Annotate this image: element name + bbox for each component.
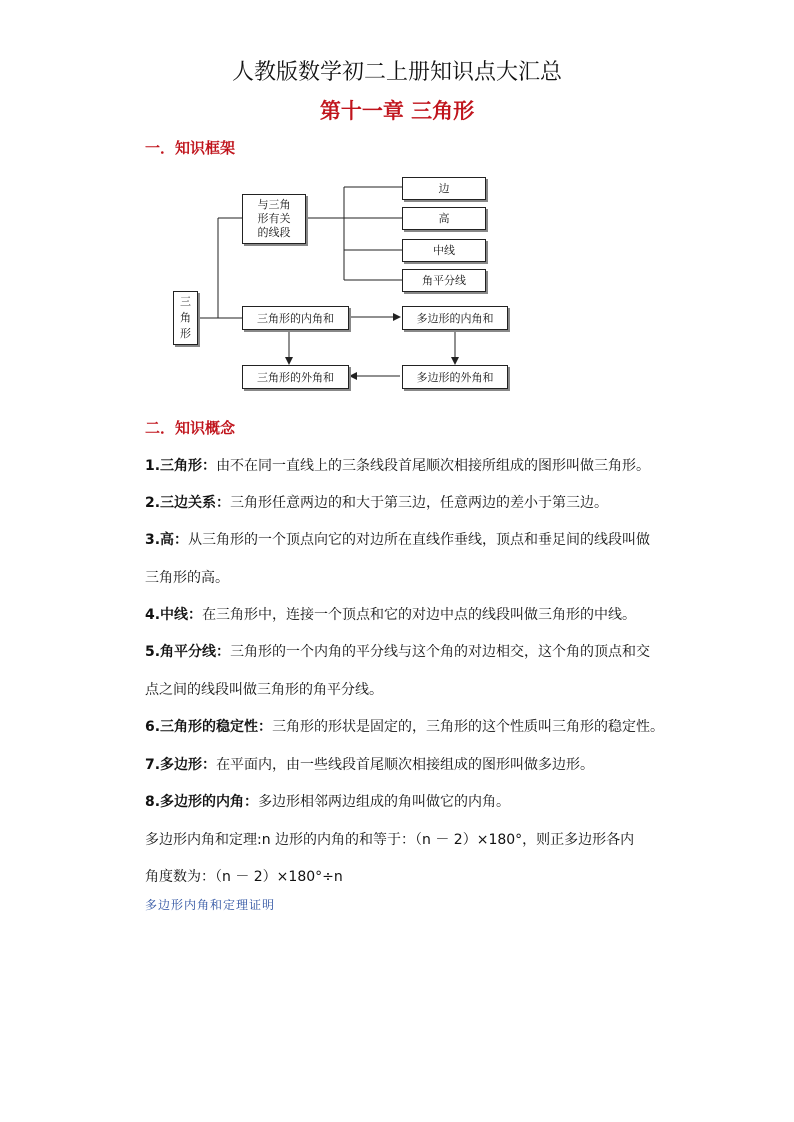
concept-term: 4.中线： — [145, 607, 203, 623]
concept-2 — [145, 492, 608, 512]
concept-text: 由不在同一直线上的三条线段首尾顺次相接所组成的图形叫做三角形。 — [216, 458, 651, 474]
concept-text: 三角形的一个内角的平分线与这个角的对边相交，这个角的顶点和交 — [230, 644, 651, 660]
node-triangle-exterior-sum: 三角形的外角和 — [242, 365, 349, 389]
concept-term: 8.多边形的内角： — [145, 794, 259, 810]
concept-term: 6.三角形的稳定性： — [145, 719, 273, 735]
concept-text: 三角形的形状是固定的，三角形的这个性质叫三角形的稳定性。 — [272, 719, 665, 735]
concept-text: 从三角形的一个顶点向它的对边所在直线作垂线，顶点和垂足间的线段叫做 — [188, 532, 651, 548]
concept-term: 7.多边形： — [145, 757, 217, 773]
section-heading-framework: 一．知识框架 — [145, 139, 236, 157]
concept-text: 三角形任意两边的和大于第三边，任意两边的差小于第三边。 — [230, 495, 609, 511]
node-related-segments: 与三角 形有关 的线段 — [242, 194, 306, 244]
concept-1 — [145, 455, 650, 475]
chapter-title: 第十一章 三角形 — [319, 99, 475, 123]
concept-text: 在平面内，由一些线段首尾顺次相接组成的图形叫做多边形。 — [216, 757, 595, 773]
concept-4 — [145, 604, 636, 624]
concept-8 — [145, 791, 510, 811]
node-polygon-interior-sum: 多边形的内角和 — [402, 306, 508, 330]
concept-term: 2.三边关系： — [145, 495, 231, 511]
theorem-line-1: 多边形内角和定理:n 边形的内角的和等于：（n － 2）×180°，则正多边形各内 — [145, 832, 635, 848]
concept-3-continued: 三角形的高。 — [145, 570, 229, 586]
concept-term: 5.角平分线： — [145, 644, 231, 660]
node-triangle: 三 角 形 — [173, 291, 198, 345]
concept-term: 3.高： — [145, 532, 189, 548]
section-heading-concepts: 二．知识概念 — [145, 419, 236, 437]
concept-6 — [145, 716, 664, 736]
proof-link[interactable]: 多边形内角和定理证明 — [145, 898, 276, 912]
concept-text: 多边形相邻两边组成的角叫做它的内角。 — [258, 794, 511, 810]
node-angle-bisector: 角平分线 — [402, 269, 486, 292]
concept-3 — [145, 529, 650, 549]
framework-diagram-lines — [0, 0, 794, 400]
node-median: 中线 — [402, 239, 486, 262]
concept-5-continued: 点之间的线段叫做三角形的角平分线。 — [145, 682, 383, 698]
node-triangle-interior-sum: 三角形的内角和 — [242, 306, 349, 330]
node-height: 高 — [402, 207, 486, 230]
node-edge: 边 — [402, 177, 486, 200]
node-polygon-exterior-sum: 多边形的外角和 — [402, 365, 508, 389]
concept-7 — [145, 754, 594, 774]
concept-term: 1.三角形： — [145, 458, 217, 474]
concept-5 — [145, 641, 650, 661]
theorem-line-2: 角度数为：（n － 2）×180°÷n — [145, 869, 343, 885]
concept-text: 在三角形中，连接一个顶点和它的对边中点的线段叫做三角形的中线。 — [202, 607, 637, 623]
page-title: 人教版数学初二上册知识点大汇总 — [231, 60, 562, 85]
